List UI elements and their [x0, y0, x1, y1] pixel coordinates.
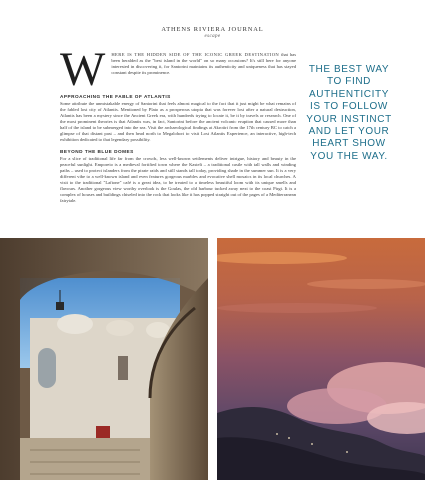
article-body — [60, 43, 296, 204]
sunset-photo — [217, 238, 425, 480]
magazine-title: ATHENS RIVIERA JOURNAL — [161, 26, 264, 33]
section2-body: For a slice of traditional life far from the crowds, less well-known settlements deliver intrigue, history and beauty in the peaceful sunlight. Emporeio is a medieval fortified town where the Kasteli – a traditional castle with tall walls and winding paths – used to protect islanders from the pirate raids and still stands tall today, providing shade in the summer sun. It is a very different vibe to a well-known island and even features gorgeous marbles and evocative shell mosaics in its local churches. A visit to the traditional "Laftone" café is a great idea, to be treated to a timeless beautiful loom with its unique smells and flavours. Another gorgeous view worthy overlook is the Goulas, the old harbour tucked away next to the coast Pirgi. It is a complex of houses and buildings chiseled into the rock that looks like it has popped straight out of the pages of a Mediterranean fairytale. — [60, 156, 296, 203]
section1-heading: APPROACHING THE FABLE OF ATLANTIS — [60, 94, 171, 99]
intro-paragraph — [60, 43, 296, 96]
magazine-header — [0, 26, 425, 39]
section1-body: Some attribute the unmistakable energy of Santorini that feels almost magical to the fact that it just might be what remains of the fabled lost city of Atlantis. Mentioned by Plato as a prosperous utopia that was forever lost after a natural destruction, Atlantis has been a mystery since the Ancient Greek era, with hundreds trying to locate it, be it by travels or research. One of the most prominent theories is that Atlantis was, in fact, Santorini before the ancient volcanic eruption that caused more than half of the island to be submerged into the sea. Visit the archaeological findings at Akrotiri from the 17th century BC to catch a glimpse of that distant past – and then head north to Megalohori to visit Lost Atlantis Experience, an interactive, high-tech exhibition dedicated to that legendary possibility. — [60, 101, 296, 142]
section2-heading: BEYOND THE BLUE DOMES — [60, 149, 134, 154]
alley-photo — [0, 238, 208, 480]
drop-cap: W — [60, 43, 106, 96]
section-label: escape — [204, 34, 221, 39]
intro-lead: HERE IS THE HIDDEN SIDE OF THE ICONIC GREEK DESTINATION — [111, 52, 280, 57]
intro-text: that has been heralded as the "best island in the world" on so many occasions? It's still here for anyone interested in discovering it, for Santorini maintains its authenticity and uniqueness that has stayed constant despite its prominence. — [111, 52, 296, 75]
pull-quote: THE BEST WAY TO FIND AUTHENTICITY IS TO FOLLOW YOUR INSTINCT AND LET YOUR HEART SHOW YOU THE WAY. — [306, 64, 392, 162]
